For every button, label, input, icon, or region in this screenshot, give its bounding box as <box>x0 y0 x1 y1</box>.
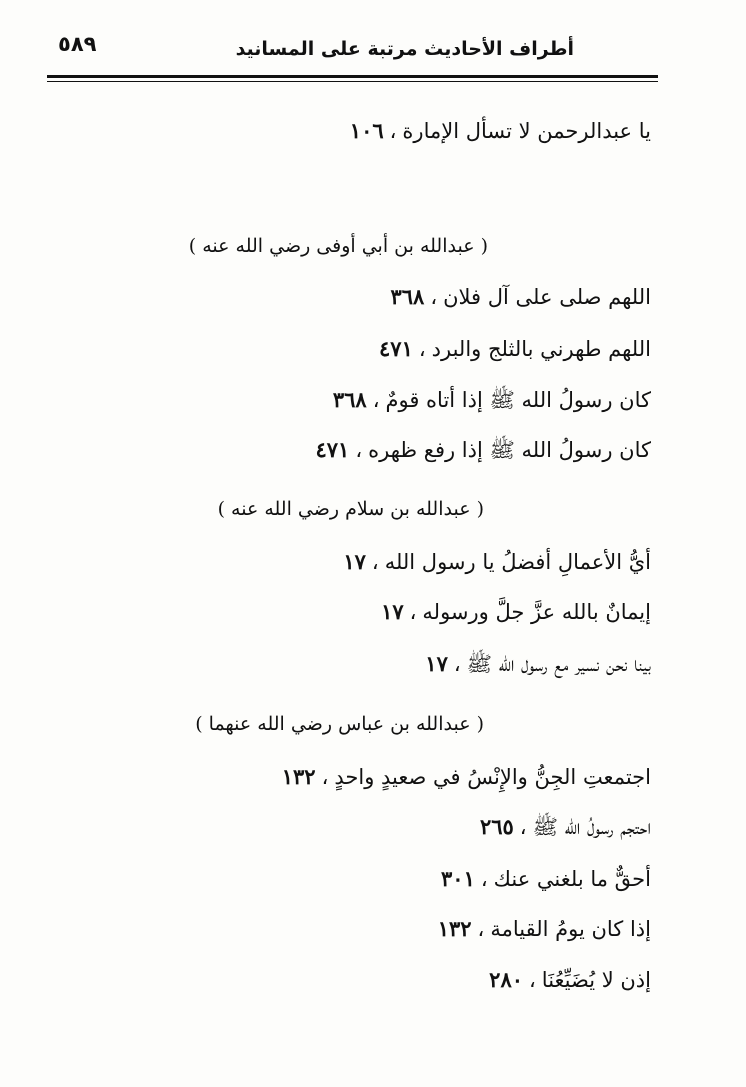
entry-page: ٣٠١ <box>441 866 475 891</box>
header-rule-thick <box>47 75 658 78</box>
entry-separator: ، <box>453 652 461 676</box>
index-entry <box>425 651 651 682</box>
index-entry <box>315 437 651 468</box>
entry-separator: ، <box>389 119 397 143</box>
index-entry <box>379 336 651 361</box>
entry-text: اللهم صلى على آل فلان <box>443 285 651 309</box>
running-head: أطراف الأحاديث مرتبة على المسانيد <box>235 38 574 60</box>
entry-separator: ، <box>372 388 380 412</box>
entry-text: يا عبدالرحمن لا تسأل الإمارة <box>402 119 651 143</box>
entry-page: ٢٦٥ <box>479 814 514 839</box>
entry-text: اجتمعتِ الجِنُّ والإِنْسُ في صعيدٍ واحدٍ <box>334 765 651 789</box>
entry-separator: ، <box>371 550 379 574</box>
index-entry <box>343 549 651 574</box>
index-entry <box>390 284 651 309</box>
page-number: ٥٨٩ <box>58 32 97 56</box>
entry-text: احتجم رسولُ الله ﷺ <box>532 815 651 839</box>
entry-text: أيُّ الأعمالِ أفضلُ يا رسول الله <box>384 550 651 574</box>
header-rule-thin <box>47 81 658 82</box>
entry-page: ١٣٢ <box>437 916 472 941</box>
section-heading: ( عبدالله بن سلام رضي الله عنه ) <box>217 498 484 520</box>
entry-page: ٤٧١ <box>315 437 350 462</box>
entry-separator: ، <box>409 600 417 624</box>
entry-page: ٣٦٨ <box>390 284 425 309</box>
index-entry <box>438 916 651 941</box>
entry-text: اللهم طهرني بالثلج والبرد <box>431 337 651 361</box>
entry-separator: ، <box>529 968 536 992</box>
entry-separator: ، <box>418 337 426 361</box>
index-entry <box>282 764 651 789</box>
index-entry <box>441 866 651 891</box>
entry-page: ٣٦٨ <box>332 387 367 412</box>
index-entry <box>381 599 651 624</box>
entry-text: كان رسولُ الله ﷺ إذا رفع ظهره <box>368 438 651 462</box>
entry-text: إيمانٌ بالله عزَّ جلَّ ورسوله <box>422 600 651 624</box>
entry-page: ١٣٢ <box>281 764 316 789</box>
index-entry <box>333 387 651 418</box>
entry-page: ١٧ <box>343 549 366 574</box>
entry-separator: ، <box>321 765 329 789</box>
entry-page: ٢٨٠ <box>489 967 524 992</box>
entry-page: ١٧ <box>381 599 404 624</box>
index-entry <box>350 118 651 143</box>
section-heading: ( عبدالله بن أبي أوفى رضي الله عنه ) <box>188 235 488 257</box>
entry-text: كان رسولُ الله ﷺ إذا أتاه قومٌ <box>385 388 651 412</box>
entry-text: بينا نحن نسير مع رسول الله ﷺ <box>466 652 651 676</box>
entry-page: ٤٧١ <box>379 336 413 361</box>
entry-separator: ، <box>477 917 485 941</box>
entry-separator: ، <box>480 867 488 891</box>
entry-text: إذا كان يومُ القيامة <box>490 917 651 941</box>
entry-page: ١٧ <box>425 651 448 676</box>
entry-separator: ، <box>355 438 363 462</box>
entry-page: ١٠٦ <box>349 118 384 143</box>
entry-text: أحقٌّ ما بلغني عنك <box>493 867 651 891</box>
entry-text: إذن لا يُضَيِّعُنَا <box>541 968 651 992</box>
entry-separator: ، <box>430 285 438 309</box>
section-heading: ( عبدالله بن عباس رضي الله عنهما ) <box>195 713 484 735</box>
index-entry <box>480 814 651 845</box>
index-entry <box>489 967 651 992</box>
entry-separator: ، <box>519 815 527 839</box>
